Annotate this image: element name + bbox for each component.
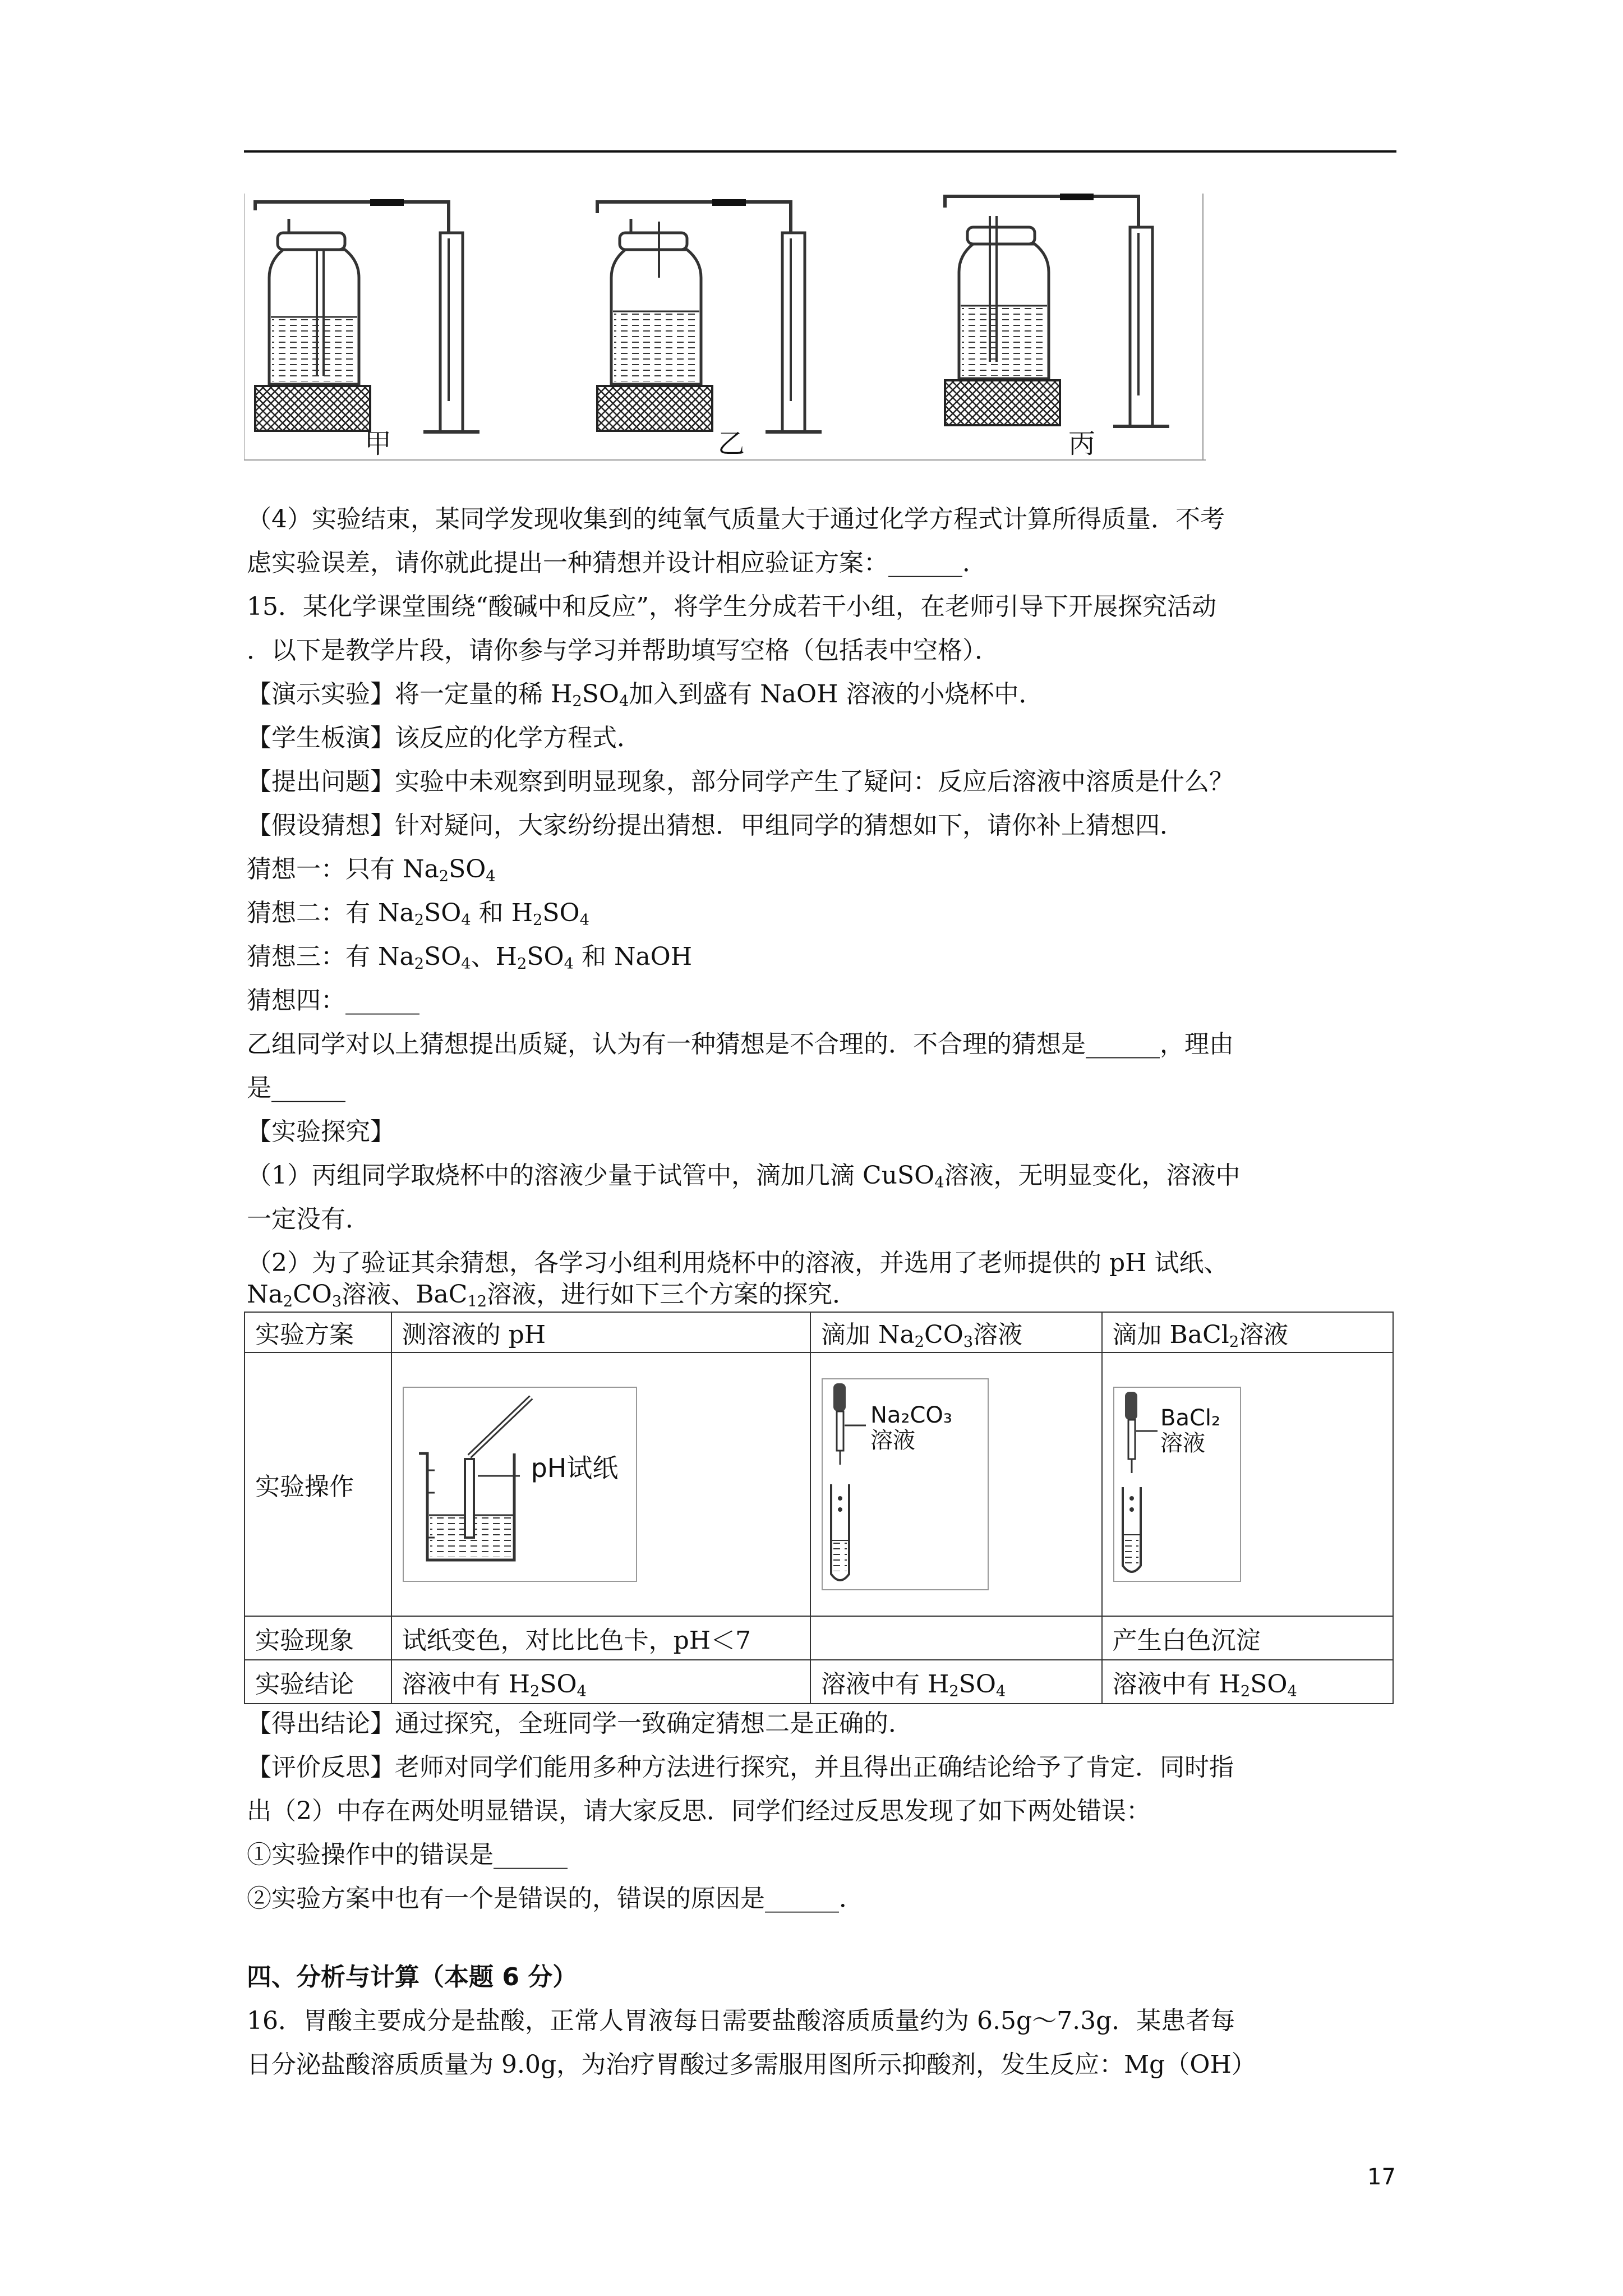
q16-line2: 日分泌盐酸溶质质量为 9.0g，为治疗胃酸过多需服用图所示抑酸剂，发生反应：Mg（OH） <box>247 2050 1256 2079</box>
ph-paper-label: pH试纸 <box>531 1453 619 1483</box>
section-4-heading: 四、分析与计算（本题 6 分） <box>247 1963 578 1991</box>
apparatus-yi <box>597 199 822 432</box>
table-row <box>245 1616 1393 1660</box>
table-cell: 测溶液的 pH <box>391 1312 810 1352</box>
error-1: ①实验操作中的错误是______ <box>247 1841 568 1869</box>
svg-text:BaCl₂: BaCl₂ <box>1160 1405 1220 1431</box>
table-cell: 溶液中有 $H_2SO_4$ <box>391 1660 810 1704</box>
experiment-table <box>244 1312 1394 1704</box>
q4-line1: （4）实验结束，某同学发现收集到的纯氧气质量大于通过化学方程式计算所得质量．不考 <box>247 505 1225 533</box>
guess-1: 猜想一：只有 $Na_2SO_4$ <box>247 855 496 885</box>
svg-text:Na₂CO₃: Na₂CO₃ <box>870 1402 952 1428</box>
table-cell: 实验操作 <box>245 1352 391 1616</box>
table-cell <box>391 1352 810 1616</box>
board-line: 【学生板演】该反应的化学方程式． <box>247 724 642 752</box>
table-cell: 产生白色沉淀 <box>1102 1616 1393 1660</box>
demo-line: 【演示实验】将一定量的稀 $H_2SO_4$加入到盛有 NaOH 溶液的小烧杯中． <box>247 680 1044 710</box>
table-row <box>245 1660 1393 1704</box>
na2co3-dropper-figure <box>821 1378 989 1591</box>
p2-line1: （2）为了验证其余猜想，各学习小组利用烧杯中的溶液，并选用了老师提供的 pH 试纸、 <box>247 1249 1229 1277</box>
q15-line2: ．以下是教学片段，请你参与学习并帮助填写空格（包括表中空格）． <box>247 636 999 665</box>
p1-line2: 一定没有． <box>247 1205 370 1234</box>
q15-line1: 15．某化学课堂围绕“酸碱中和反应”，将学生分成若干小组，在老师引导下开展探究活动 <box>247 592 1216 621</box>
p2-line2: $Na_2CO_3$溶液、BaC$_{12}$溶液，进行如下三个方案的探究． <box>247 1280 857 1310</box>
table-cell <box>810 1352 1102 1616</box>
explore-heading: 【实验探究】 <box>247 1117 395 1146</box>
eval-line1: 【评价反思】老师对同学们能用多种方法进行探究，并且得出正确结论给予了肯定．同时指 <box>247 1753 1234 1782</box>
eval-line2: 出（2）中存在两处明显错误，请大家反思．同学们经过反思发现了如下两处错误： <box>247 1797 1151 1825</box>
q16-line1: 16．胃酸主要成分是盐酸，正常人胃液每日需要盐酸溶质质量约为 6.5g～7.3g．某患者每 <box>247 2007 1235 2035</box>
table-row <box>245 1352 1393 1616</box>
svg-text:溶液: 溶液 <box>870 1428 915 1453</box>
table-cell: 溶液中有 $H_2SO_4$ <box>810 1660 1102 1704</box>
guess-4: 猜想四：______ <box>247 986 419 1015</box>
svg-text:甲: 甲 <box>365 428 392 459</box>
p1-line1: （1）丙组同学取烧杯中的溶液少量于试管中，滴加几滴 CuSO$_4$溶液，无明显变化，溶液中 <box>247 1161 1241 1191</box>
bacl2-dropper-figure <box>1113 1386 1242 1582</box>
table-cell: 实验结论 <box>245 1660 391 1704</box>
table-row <box>245 1312 1393 1352</box>
table-cell: 滴加 BaCl$_2$溶液 <box>1102 1312 1393 1352</box>
table-cell: 实验方案 <box>245 1312 391 1352</box>
q4-line2: 虑实验误差，请你就此提出一种猜想并设计相应验证方案：______． <box>247 549 987 577</box>
page-number: 17 <box>1367 2164 1396 2190</box>
header-rule <box>244 150 1396 153</box>
table-cell <box>1102 1352 1393 1616</box>
yi-line2: 是______ <box>247 1074 345 1102</box>
table-cell: 溶液中有 $H_2SO_4$ <box>1102 1660 1393 1704</box>
error-2: ②实验方案中也有一个是错误的，错误的原因是______． <box>247 1884 864 1913</box>
table-cell: 试纸变色，对比比色卡，pH＜7 <box>391 1616 810 1660</box>
apparatus-figure <box>244 194 1206 463</box>
guess-3: 猜想三：有 $Na_2SO_4$、$H_2SO_4$ 和 NaOH <box>247 942 693 973</box>
apparatus-jia <box>255 199 479 432</box>
table-cell: 实验现象 <box>245 1616 391 1660</box>
conclusion-line: 【得出结论】通过探究，全班同学一致确定猜想二是正确的． <box>247 1709 913 1738</box>
yi-line1: 乙组同学对以上猜想提出质疑，认为有一种猜想是不合理的．不合理的猜想是______，理由 <box>247 1030 1234 1059</box>
table-cell: 滴加 $Na_2CO_3$溶液 <box>810 1312 1102 1352</box>
apparatus-bing <box>945 194 1169 426</box>
guess-2: 猜想二：有 $Na_2SO_4$ 和 $H_2SO_4$ <box>247 899 589 929</box>
svg-text:乙: 乙 <box>718 428 745 459</box>
question-line: 【提出问题】实验中未观察到明显现象，部分同学产生了疑问：反应后溶液中溶质是什么？ <box>247 767 1234 796</box>
svg-text:溶液: 溶液 <box>1160 1430 1205 1456</box>
svg-text:丙: 丙 <box>1068 428 1096 459</box>
table-cell <box>810 1616 1102 1660</box>
hypothesis-line: 【假设猜想】针对疑问，大家纷纷提出猜想．甲组同学的猜想如下，请你补上猜想四． <box>247 811 1184 840</box>
